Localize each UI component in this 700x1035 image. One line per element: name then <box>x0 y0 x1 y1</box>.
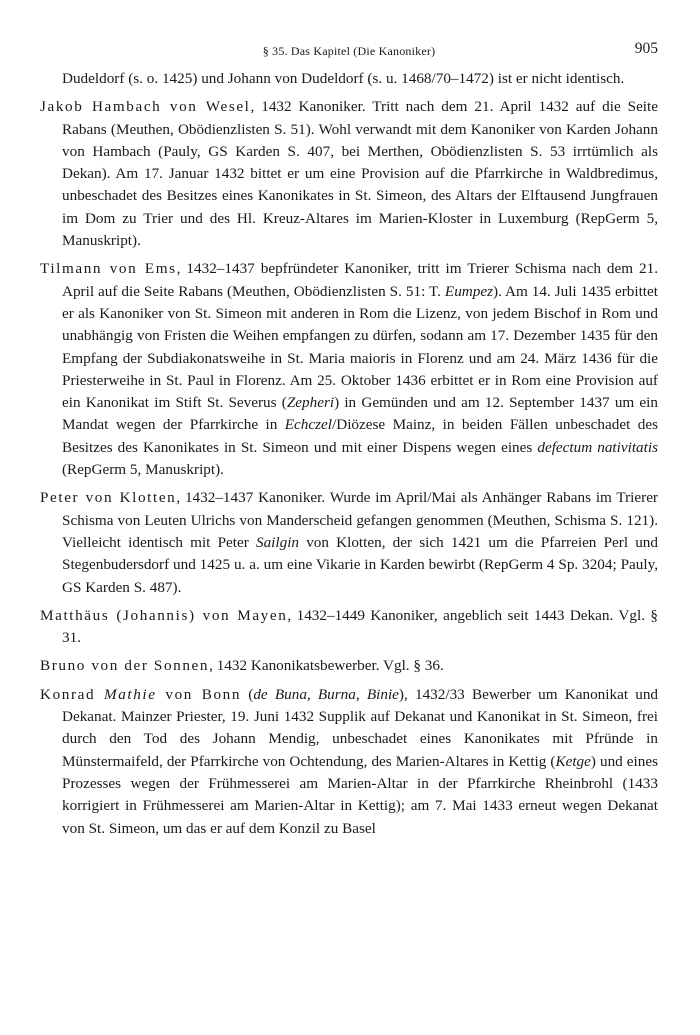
entry-text: ), 1432/33 Bewerber um Kanonikat und Dekanat. Mainzer Priester, 19. Juni 1432 Supplik auf Dekanat und Kanonikat in St. Simeon, frei durch den Tod des Johann Mendig, unbeschadet eines Kanonikates mit Pfründe in Münstermaifeld, der Pfarrkirche von Ochtendung, des Marien-Altares in Kettig ( <box>62 685 659 770</box>
paragraph-continuation <box>40 68 658 90</box>
entry-tilmann-von-ems <box>40 258 658 481</box>
entry-name: von Bonn <box>156 685 242 703</box>
page-body <box>40 68 658 846</box>
running-title: § 35. Das Kapitel (Die Kanoniker) <box>262 44 436 58</box>
entry-text: , 1432 Kanonikatsbewerber. Vgl. § 36. <box>209 657 444 675</box>
italic-term: defectum nativitatis <box>537 438 658 456</box>
entry-matthaeus-von-mayen <box>40 605 658 650</box>
entry-name: Peter von Klotten <box>40 489 177 507</box>
entry-name: Konrad <box>40 685 104 703</box>
entry-text: ( <box>241 685 254 703</box>
entry-text: /Diözese Mainz, in beiden Fällen unbeschadet des Besitzes des Kanonikates in St. Simeon und mit einer Dispens wegen eines <box>62 416 658 456</box>
entry-name: Matthäus (Johannis) von Mayen <box>40 606 288 624</box>
entry-peter-von-klotten <box>40 487 658 598</box>
entry-konrad-mathie-von-bonn <box>40 684 658 840</box>
running-header <box>40 40 658 62</box>
entry-name-italic: Mathie <box>103 685 157 703</box>
entry-jakob-hambach <box>40 96 658 252</box>
paragraph-text: Dudeldorf (s. o. 1425) und Johann von Dudeldorf (s. u. 1468/70–1472) ist er nicht identisch. <box>62 70 625 87</box>
entry-bruno-von-der-sonnen <box>40 655 658 677</box>
italic-term: de Buna, Burna, Binie <box>253 685 399 703</box>
entry-name: Jakob Hambach von Wesel <box>40 98 251 116</box>
entry-text: , 1432–1449 Kanoniker, angeblich seit 1443 Dekan. Vgl. § 31. <box>62 606 659 647</box>
entry-text: ) in Gemünden und am 12. September 1437 um ein Mandat wegen der Pfarrkirche in <box>62 394 658 434</box>
entry-text: von Klotten, der sich 1421 um die Pfarreien Perl und Stegenbudersdorf und 1425 u. a. um eine Vikarie in Karden bewirbt (RepGerm 4 Sp. 3204; Pauly, GS Karden S. 487). <box>62 533 658 596</box>
entry-text: , 1432–1437 bepfründeter Kanoniker, tritt im Trierer Schisma nach dem 21. April auf die Seite Rabans (Meuthen, Obödienzlisten S. 51: T. <box>62 260 658 300</box>
entry-name: Bruno von der Sonnen <box>40 657 210 675</box>
entry-text: , 1432–1437 Kanoniker. Wurde im April/Mai als Anhänger Rabans im Trierer Schisma von Leuten Ulrichs von Manderscheid gefangen genommen (Meuthen, Schisma S. 121). Vielleicht identisch mit Peter <box>62 489 658 551</box>
entry-text: ). Am 14. Juli 1435 erbittet er als Kanoniker von St. Simeon mit anderen in Rom die Lizenz, von jedem Bischof in Rom und unabhängig von Fristen die Weihen empfangen zu dürfen, sodann am 17. Dezember 1435 für den Empfang der Subdiakonatsweihe in St. Maria maioris in Florenz und am 24. März 1436 für die Priesterweihe in St. Paul in Florenz. Am 25. Oktober 1436 erbittet er in Rom eine Provision auf ein Kanonikat im Stift St. Severus ( <box>62 282 658 412</box>
entry-name: Tilmann von Ems <box>40 260 177 278</box>
italic-term: Zepheri <box>286 394 335 412</box>
italic-term: Echczel <box>284 416 333 434</box>
italic-term: Sailgin <box>255 533 300 551</box>
entry-text: , 1432 Kanoniker. Tritt nach dem 21. April 1432 auf die Seite Rabans (Meuthen, Obödienzlisten S. 51). Wohl verwandt mit dem Kanoniker von Karden Johann von Hambach (Pauly, GS Karden S. 407, bei Merthen, Obödienzlisten S. 53 irrtümlich als Dekan). Am 17. Januar 1432 bittet er um eine Provision auf die Pfarrkirche in Waldbredimus, unbeschadet des Besitzes eines Kanonikates in St. Simeon, des Altars der Elftausend Jungfrauen im Dom zu Trier und des Hl. Kreuz-Altares im Marien-Kloster in Luxemburg (RepGerm 5, Manuskript). <box>62 98 658 250</box>
italic-term: Ketge <box>555 752 591 770</box>
entry-text: ) und eines Prozesses wegen der Frühmesserei am Marien-Altar in der Pfarrkirche Rheinbrohl (1433 korrigiert in Frühmesserei am Marien-Altar in Kettig); am 7. Mai 1433 erneut wegen Dekanat von St. Simeon, um das er auf dem Konzil zu Basel <box>62 752 658 837</box>
page-number: 905 <box>634 40 658 57</box>
entry-text: (RepGerm 5, Manuskript). <box>62 461 224 479</box>
italic-term: Eumpez <box>444 282 494 300</box>
